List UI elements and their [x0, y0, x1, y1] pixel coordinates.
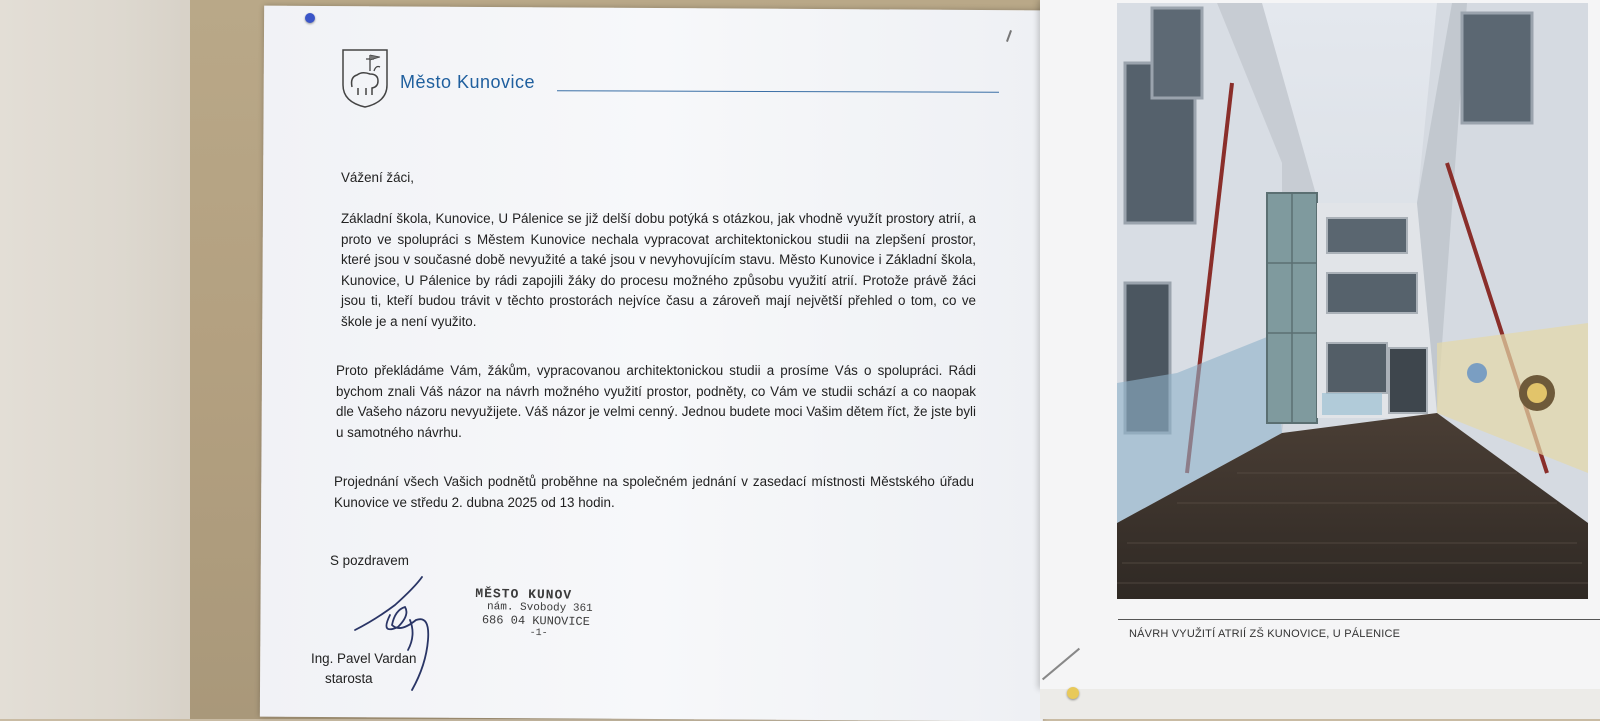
city-crest-icon — [340, 47, 390, 109]
poster-sheet-lower — [1040, 689, 1600, 719]
wall — [0, 0, 205, 719]
poster-caption: NÁVRH VYUŽITÍ ATRIÍ ZŠ KUNOVICE, U PÁLENICE — [1129, 628, 1401, 640]
pushpin-yellow-icon — [1067, 687, 1079, 699]
caption-divider — [1118, 619, 1600, 620]
closing-phrase: S pozdravem — [330, 553, 409, 568]
stamp-line-4: -1- — [529, 627, 548, 640]
signer-name: Ing. Pavel Vardan — [311, 651, 417, 666]
letterhead-title: Město Kunovice — [400, 72, 536, 92]
stamp-line-3: 686 04 KUNOVICE — [481, 613, 591, 629]
signer-role: starosta — [325, 671, 373, 686]
pushpin-blue-icon — [305, 13, 315, 23]
greeting: Vážení žáci, — [341, 170, 414, 185]
stamp-line-1: MĚSTO KUNOV — [475, 585, 573, 603]
stamp-line-2: nám. Svobody 361 — [486, 601, 593, 616]
official-stamp — [475, 586, 594, 640]
letter-paragraph-3: Projednání všech Vašich podnětů proběhne na společném jednání v zasedací místnosti Městského úřadu Kunovice ve středu 2. dubna 2025 od 13 hodin. — [334, 474, 974, 510]
letter-paragraph-1: Základní škola, Kunovice, U Pálenice se již delší dobu potýká s otázkou, jak vhodně využít prostory atrií, a proto ve spolupráci s Městem Kunovice nechala vypracovat architektonickou studii na zlepšení prostor, které jsou v současné době nevyužité a také jsou v nevyhovujícím stavu. Město Kunovice i Základní škola, Kunovice, U Pálenice by rádi zapojili žáky do procesu možného způsobu využití atrií. Protože právě žáci jsou ti, kteří budou trávit v těchto prostorách nejvíce času a zároveň mají největší přehled o tom, co ve škole je a není využito. — [341, 211, 976, 329]
letter-paragraph-2: Proto překládáme Vám, žákům, vypracovanou architektonickou studii a prosíme Vás o spolupráci. Rádi bychom znali Váš názor na návrh možného využití prostor, podněty, co Vám ve studii schází a co naopak dle Vašeho názoru nevyužijete. Váš názor je velmi cenný. Jednou budete moci Vašim dětem říct, že jste byli u samotného návrhu. — [336, 363, 976, 440]
courtyard-photo — [1117, 3, 1588, 599]
